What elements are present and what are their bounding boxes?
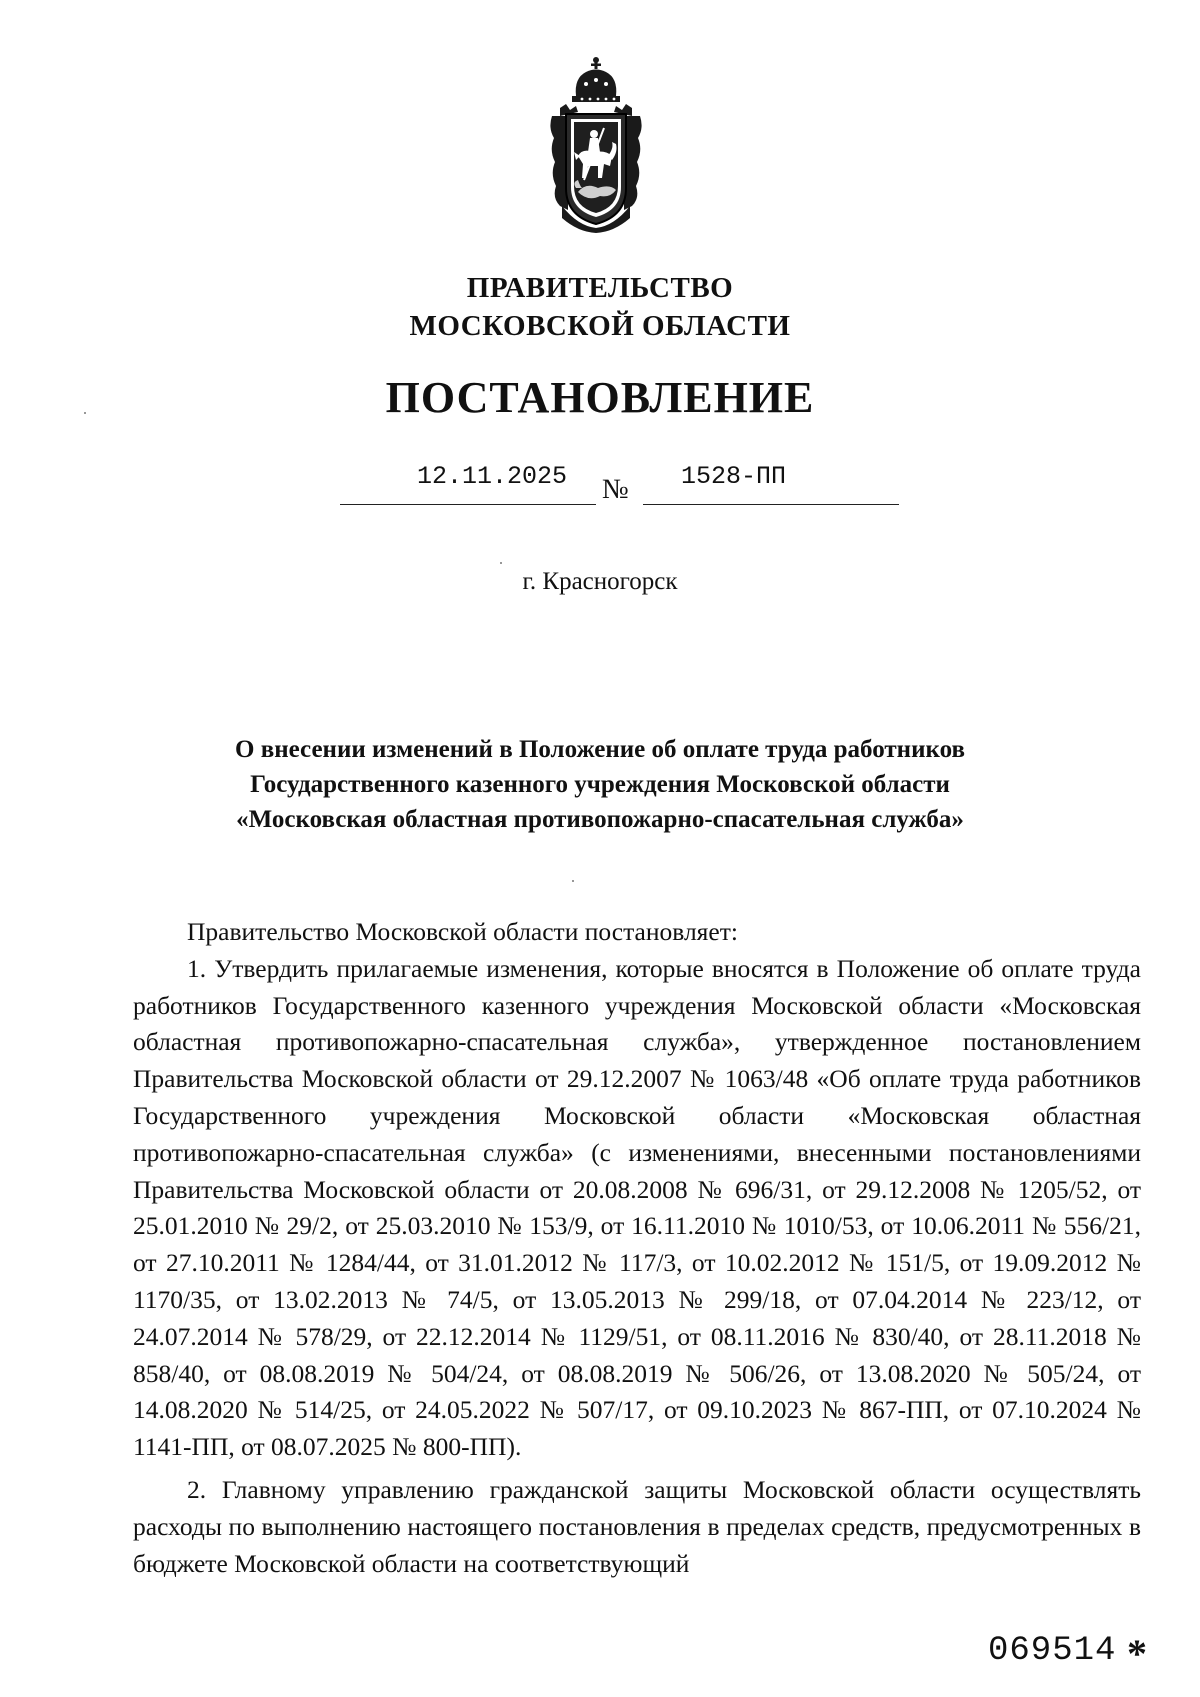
scan-speck xyxy=(572,880,574,882)
document-type-title: ПОСТАНОВЛЕНИЕ xyxy=(385,373,815,422)
serial-number: 069514 xyxy=(988,1632,1117,1670)
body-paragraph-1: 1. Утвердить прилагаемые изменения, которые вносятся в Положение об оплате труда работников Государственного казенного учреждения Московской области «Московская областная противопожарно-спасательная служба», утвержденное постановлением Правительства Московской области от 29.12.2007 № 1063/48 «Об оплате труда работников Государственного учреждения Московской области «Московская областная противопожарно-спасательная служба» (с изменениями, внесенными постановлениями Правительства Московской области от 20.08.2008 № 696/31, от 29.12.2008 № 1205/52, от 25.01.2010 № 29/2, от 25.03.2010 № 153/9, от 16.11.2010 № 1010/53, от 10.06.2011 № 556/21, от 27.10.2011 № 1284/44, от 31.01.2012 № 117/3, от 10.02.2012 № 151/5, от 19.09.2012 № 1170/35, от 13.02.2013 № 74/5, от 13.05.2013 № 299/18, от 07.04.2014 № 223/12, от 24.07.2014 № 578/29, от 22.12.2014 № 1129/51, от 08.11.2016 № 830/40, от 28.11.2018 № 858/40, от 08.08.2019 № 504/24, от 08.08.2019 № 506/26, от 13.08.2020 № 505/24, от 14.08.2020 № 514/25, от 24.05.2022 № 507/17, от 09.10.2023 № 867-ПП, от 07.10.2024 № 1141-ПП, от 08.07.2025 № 800-ПП). xyxy=(133,953,1141,1462)
document-number: 1528-ПП xyxy=(681,462,787,491)
subject-line: О внесении изменений в Положение об оплате труда работников xyxy=(235,736,965,763)
scan-speck xyxy=(500,562,502,564)
date-underline xyxy=(340,504,596,505)
body-paragraph-2: 2. Главному управлению гражданской защиты Московской области осуществлять расходы по выполнению настоящего постановления в пределах средств, предусмотренных в бюджете Московской области на соответствующий xyxy=(133,1474,1141,1578)
body-intro: Правительство Московской области постановляет: xyxy=(187,917,738,946)
subject-line: «Московская областная противопожарно-спасательная служба» xyxy=(236,806,964,833)
document-date: 12.11.2025 xyxy=(417,462,568,491)
government-name-line1: ПРАВИТЕЛЬСТВО xyxy=(466,272,734,304)
document-body xyxy=(133,914,1141,1582)
coat-of-arms-icon xyxy=(548,56,644,234)
scan-speck xyxy=(84,412,86,414)
subject-line: Государственного казенного учреждения Московской области xyxy=(250,771,950,798)
city-name: г. Красногорск xyxy=(522,568,678,595)
number-sign: № xyxy=(602,474,629,505)
document-subject xyxy=(170,732,1030,837)
government-name-line2: МОСКОВСКОЙ ОБЛАСТИ xyxy=(409,310,791,342)
asterisk-mark: * xyxy=(1127,1631,1147,1676)
number-underline xyxy=(643,504,899,505)
